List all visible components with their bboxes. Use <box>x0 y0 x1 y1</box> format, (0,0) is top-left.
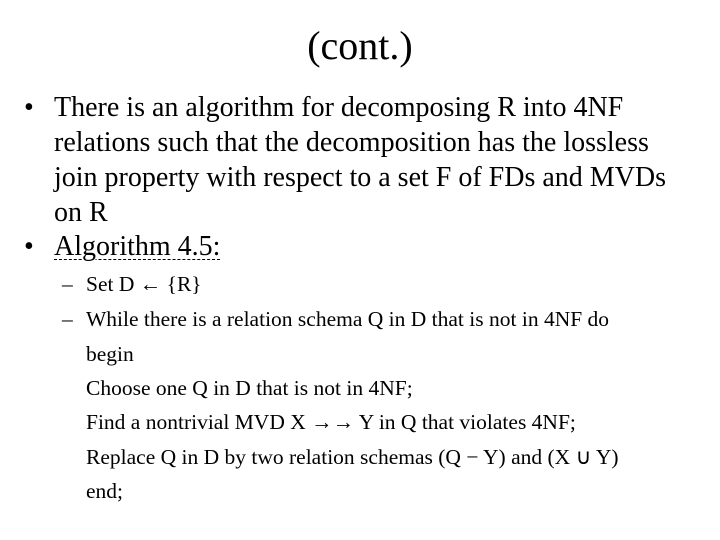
algorithm-step-end: end; <box>86 479 124 503</box>
bullet-line: join property with respect to a set F of FDs and MVDs <box>54 162 667 193</box>
dash-icon: – <box>62 307 73 331</box>
bullet-line: There is an algorithm for decomposing R into 4NF <box>54 92 624 123</box>
bullet-item-algorithm-exists <box>24 90 684 230</box>
algorithm-heading: Algorithm 4.5: <box>54 231 221 262</box>
subitem-line: Set D ← {R} <box>86 272 202 296</box>
dash-icon: – <box>62 272 73 296</box>
bullet-item-algorithm-name <box>24 229 684 264</box>
bullet-line: relations such that the decomposition has the lossless <box>54 127 649 158</box>
slide-title: (cont.) <box>307 23 413 68</box>
subitem-while-loop <box>62 302 702 371</box>
subitem-set-d <box>62 267 702 302</box>
algorithm-step-find: Find a nontrivial MVD X →→ Y in Q that violates 4NF; <box>86 410 576 434</box>
subitem-line: While there is a relation schema Q in D that is not in 4NF do <box>86 307 610 331</box>
bullet-line: on R <box>54 197 108 228</box>
algorithm-step-choose: Choose one Q in D that is not in 4NF; <box>86 376 413 400</box>
algorithm-step-replace: Replace Q in D by two relation schemas (Q − Y) and (X ∪ Y) <box>86 445 619 469</box>
subitem-line: begin <box>86 341 134 366</box>
bullet-icon: • <box>24 231 34 262</box>
bullet-icon: • <box>24 92 34 123</box>
